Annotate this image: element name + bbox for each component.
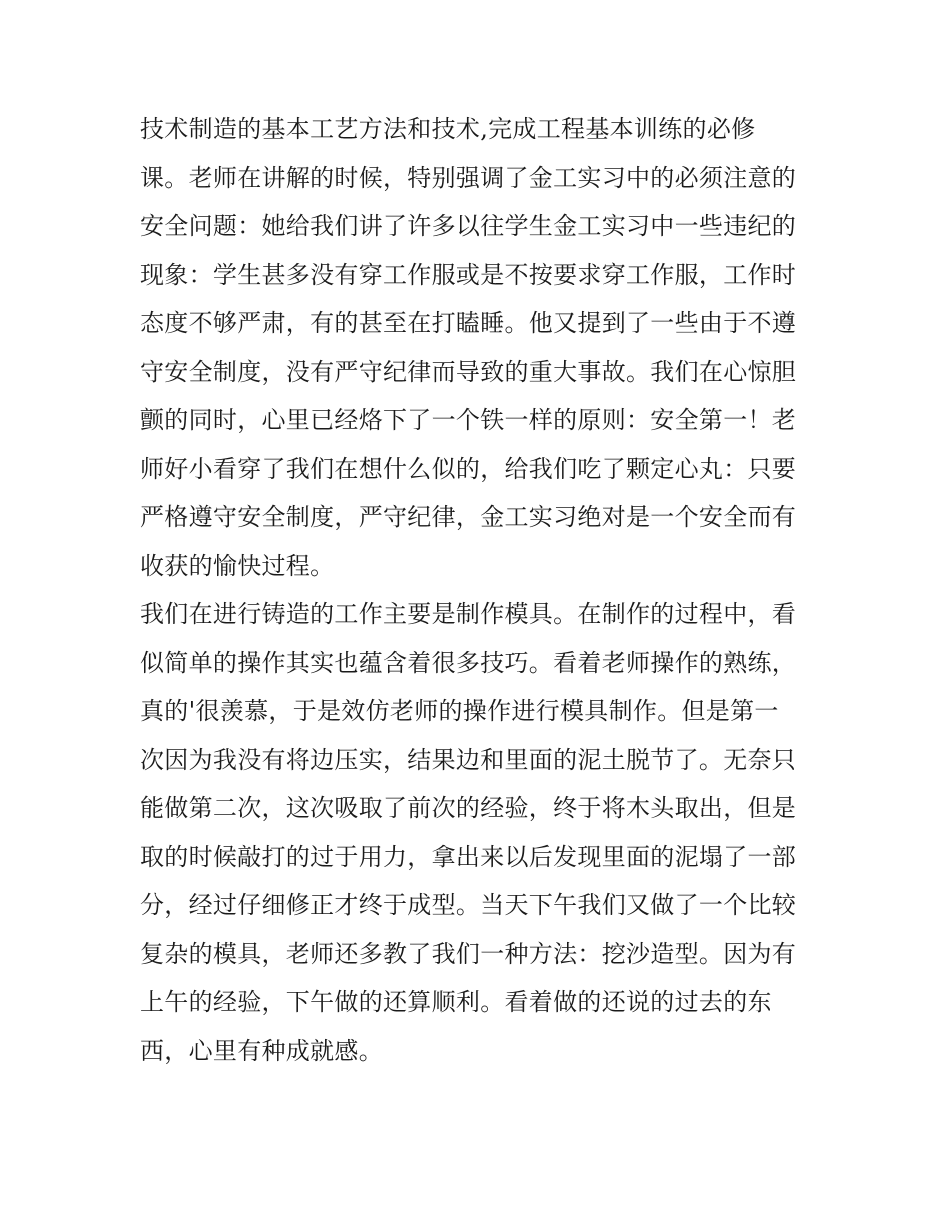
text-line: 颤的同时，心里已经烙下了一个铁一样的原则：安全第一！老 xyxy=(140,406,797,434)
text-line: 我们在进行铸造的工作主要是制作模具。在制作的过程中，看 xyxy=(140,600,797,628)
text-line: 能做第二次，这次吸取了前次的经验，终于将木头取出，但是 xyxy=(140,794,797,822)
text-line: 取的时候敲打的过于用力，拿出来以后发现里面的泥塌了一部 xyxy=(140,842,797,871)
body-text xyxy=(140,105,820,1075)
text-line: 师好小看穿了我们在想什么似的，给我们吃了颗定心丸：只要 xyxy=(140,454,797,483)
text-line: 上午的经验，下午做的还算顺利。看着做的还说的过去的东 xyxy=(140,988,772,1016)
text-line: 复杂的模具，老师还多教了我们一种方法：挖沙造型。因为有 xyxy=(140,939,797,968)
text-line: 西，心里有种成就感。 xyxy=(140,1036,383,1065)
text-line: 似简单的操作其实也蕴含着很多技巧。看着老师操作的熟练， xyxy=(140,648,797,677)
text-line: 态度不够严肃，有的甚至在打瞌睡。他又提到了一些由于不遵 xyxy=(140,309,797,337)
text-line: 真的'很羡慕，于是效仿老师的操作进行模具制作。但是第一 xyxy=(140,697,779,725)
text-line: 现象：学生甚多没有穿工作服或是不按要求穿工作服，工作时 xyxy=(140,260,797,289)
text-line: 分，经过仔细修正才终于成型。当天下午我们又做了一个比较 xyxy=(140,891,797,919)
text-line: 课。老师在讲解的时候，特别强调了金工实习中的必须注意的 xyxy=(140,163,797,192)
text-line: 严格遵守安全制度，严守纪律，金工实习绝对是一个安全而有 xyxy=(140,503,797,531)
text-line: 收获的愉快过程。 xyxy=(140,551,335,580)
text-line: 次因为我没有将边压实，结果边和里面的泥土脱节了。无奈只 xyxy=(140,745,797,774)
text-line: 安全问题：她给我们讲了许多以往学生金工实习中一些违纪的 xyxy=(140,212,797,240)
text-line: 守安全制度，没有严守纪律而导致的重大事故。我们在心惊胆 xyxy=(140,357,797,386)
text-line: 技术制造的基本工艺方法和技术,完成工程基本训练的必修 xyxy=(140,115,756,143)
